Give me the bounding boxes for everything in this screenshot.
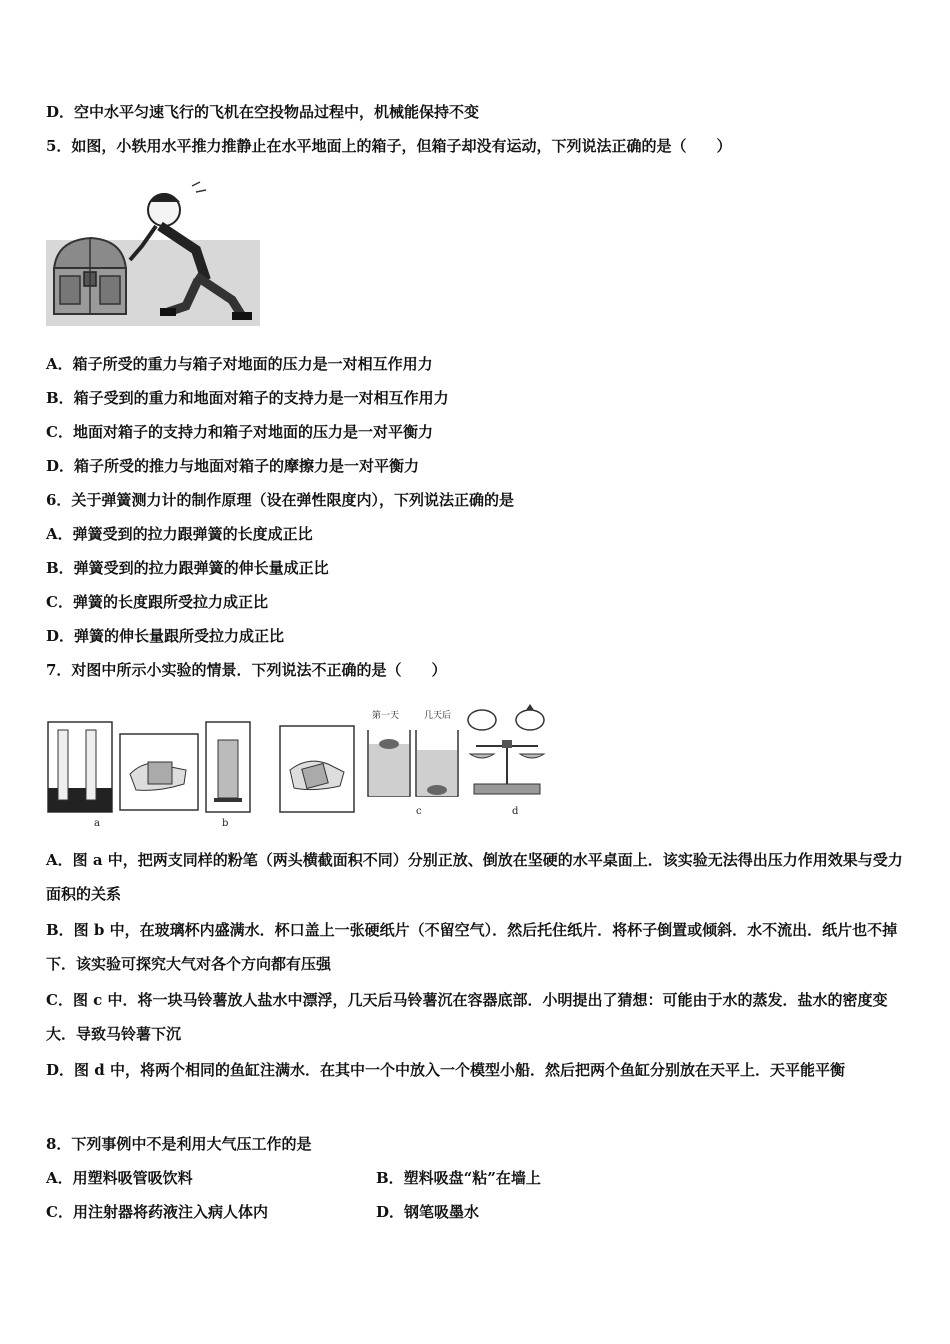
q7-label-c: c: [416, 806, 422, 817]
q6-option-c: C．弹簧的长度跟所受拉力成正比: [46, 593, 268, 611]
q7-label-b: b: [222, 818, 229, 829]
q8-option-b: B．塑料吸盘“粘”在墙上: [376, 1169, 541, 1187]
q7-figure-experiments: [46, 700, 548, 830]
q5-option-b: B．箱子受到的重力和地面对箱子的支持力是一对相互作用力: [46, 389, 449, 407]
q7-option-d: D．图 d 中，将两个相同的鱼缸注满水．在其中一个中放入一个模型小船．然后把两个鱼缸分别放在天平上．天平能平衡: [46, 1061, 845, 1079]
q8-option-c: C．用注射器将药液注入病人体内: [46, 1203, 268, 1221]
q8-option-a: A．用塑料吸管吸饮料: [46, 1169, 193, 1187]
q6-option-d: D．弹簧的伸长量跟所受拉力成正比: [46, 627, 285, 645]
q7-option-b: B．图 b 中，在玻璃杯内盛满水．杯口盖上一张硬纸片（不留空气）．然后托住纸片．将杯子倒置或倾斜．水不流出．纸片也不掉下．该实验可探究大气对各个方向都有压强: [46, 921, 898, 973]
q7-panel-a: [48, 722, 112, 812]
q7-label-d: d: [512, 806, 519, 817]
q7-label-days-later: 几天后: [424, 711, 452, 721]
q5-stem: 5．如图，小轶用水平推力推静止在水平地面上的箱子，但箱子却没有运动，下列说法正确的是（ ）: [46, 137, 732, 155]
q5-option-d: D．箱子所受的推力与地面对箱子的摩擦力是一对平衡力: [46, 457, 420, 475]
q7-panel-c: [368, 709, 458, 796]
q7-label-day1: 第一天: [372, 711, 400, 721]
q6-stem: 6．关于弹簧测力计的制作原理（设在弹性限度内），下列说法正确的是: [46, 491, 514, 509]
q5-option-c: C．地面对箱子的支持力和箱子对地面的压力是一对平衡力: [46, 423, 433, 441]
q7-option-c: C．图 c 中．将一块马铃薯放人盐水中漂浮，几天后马铃薯沉在容器底部．小明提出了猜想：可能由于水的蒸发．盐水的密度变大．导致马铃薯下沉: [46, 991, 888, 1043]
q8-stem: 8．下列事例中不是利用大气压工作的是: [46, 1135, 312, 1153]
q7-label-a: a: [94, 818, 100, 829]
q7-stem: 7．对图中所示小实验的情景．下列说法不正确的是（ ）: [46, 661, 447, 679]
q6-option-b: B．弹簧受到的拉力跟弹簧的伸长量成正比: [46, 559, 329, 577]
q5-option-a: A．箱子所受的重力与箱子对地面的压力是一对相互作用力: [46, 355, 433, 373]
q7-panel-d: [468, 704, 544, 794]
q6-option-a: A．弹簧受到的拉力跟弹簧的长度成正比: [46, 525, 313, 543]
q4-option-d: D．空中水平匀速飞行的飞机在空投物品过程中，机械能保持不变: [46, 103, 480, 121]
q5-figure-boy-pushing-box: [46, 180, 260, 326]
q7-option-a: A．图 a 中，把两支同样的粉笔（两头横截面积不同）分别正放、倒放在坚硬的水平桌面上．该实验无法得出压力作用效果与受力面积的关系: [46, 851, 903, 903]
q8-option-d: D．钢笔吸墨水: [376, 1203, 480, 1221]
q7-panel-b: [120, 722, 354, 812]
